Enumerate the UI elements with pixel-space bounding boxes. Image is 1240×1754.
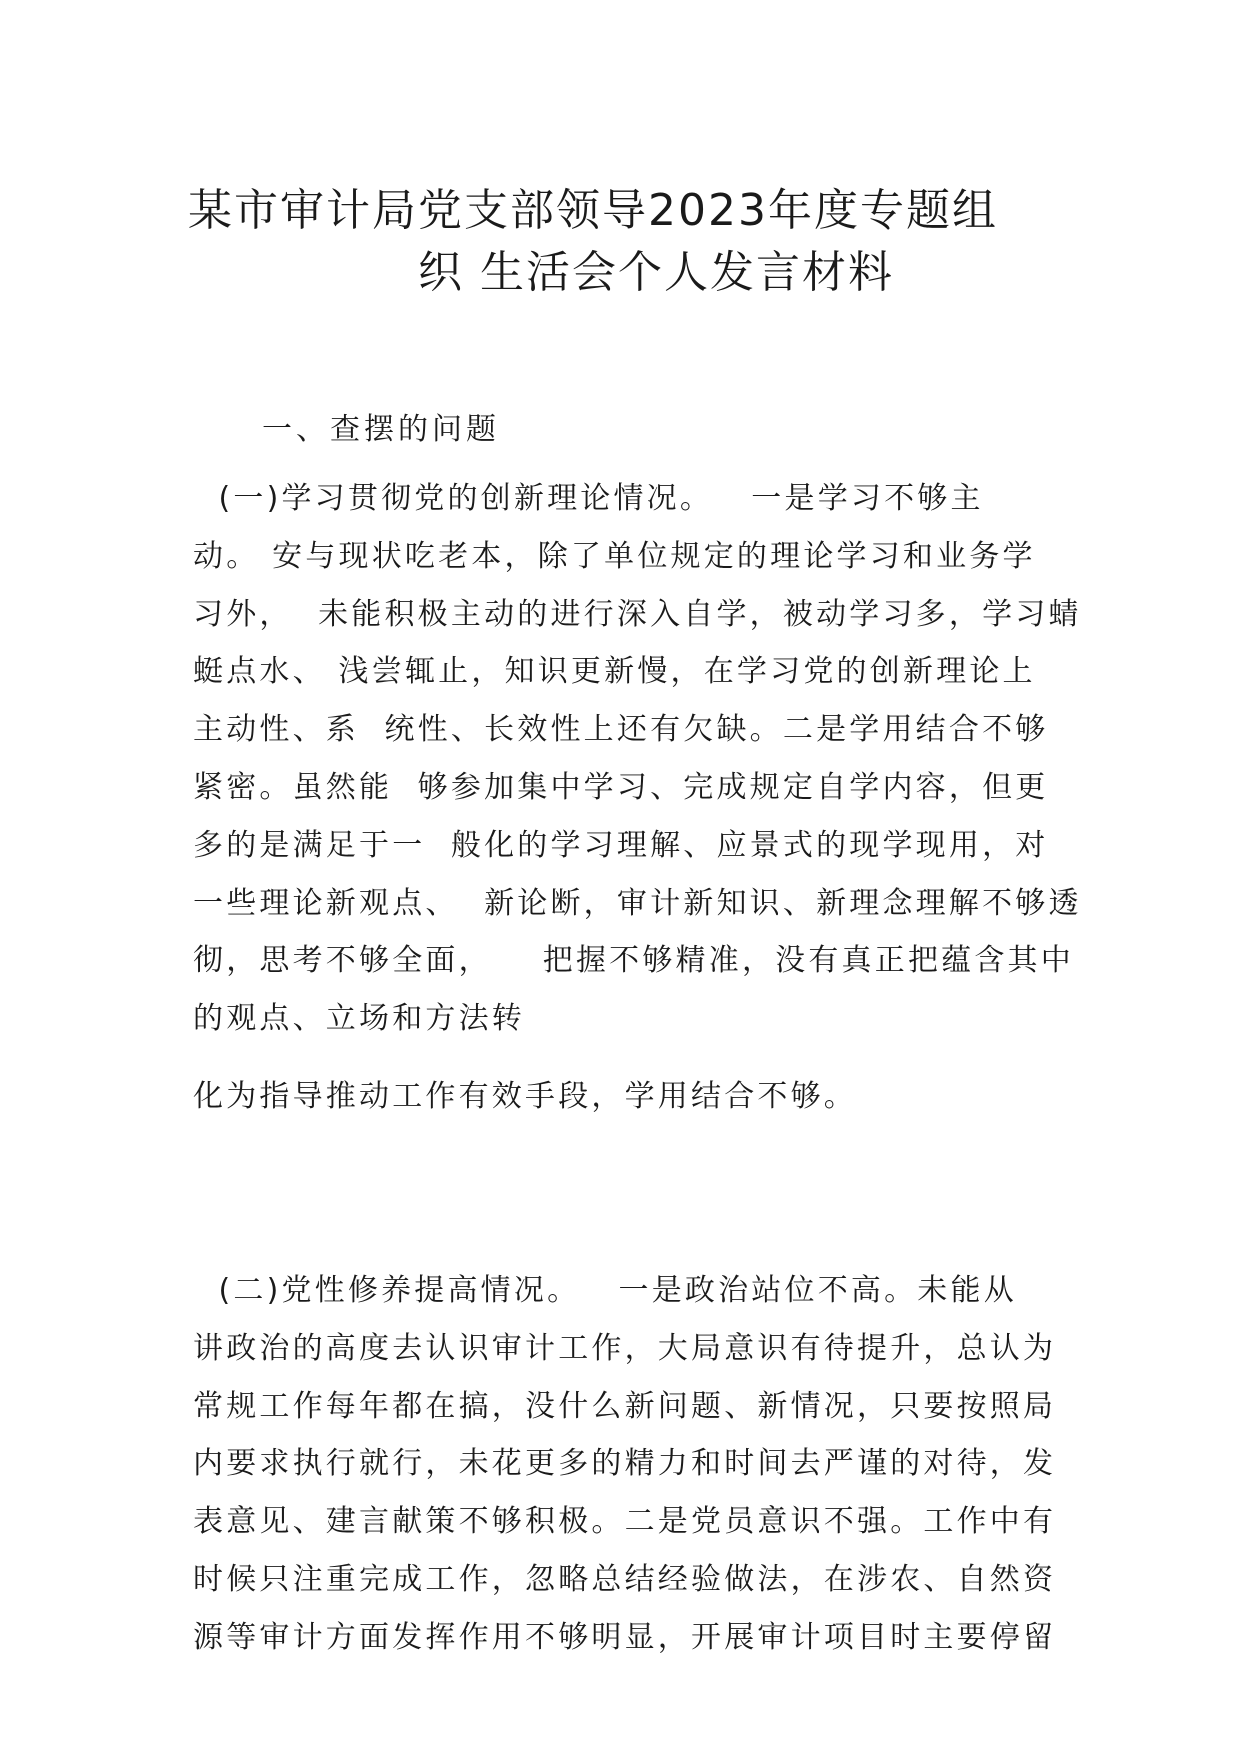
paragraph-continuation	[193, 1068, 1063, 1126]
text-line: (二)党性修养提高情况。 一是政治站位不高。未能从	[193, 1273, 1017, 1308]
document-title	[188, 180, 1088, 304]
text-line: 常规工作每年都在搞，没什么新问题、新情况，只要按照局	[193, 1388, 1057, 1424]
text-line: 源等审计方面发挥作用不够明显，开展审计项目时主要停留	[193, 1619, 1057, 1655]
text-line: 讲政治的高度去认识审计工作，大局意识有待提升，总认为	[193, 1330, 1057, 1366]
text-line: 的观点、立场和方法转	[193, 1001, 525, 1037]
text-line: 蜓点水、 浅尝辄止，知识更新慢，在学习党的创新理论上	[193, 654, 1036, 690]
text-line: 时候只注重完成工作，忽略总结经验做法，在涉农、自然资	[193, 1561, 1057, 1597]
text-line: 动。 安与现状吃老本，除了单位规定的理论学习和业务学	[193, 538, 1036, 574]
text-line: 化为指导推动工作有效手段，学用结合不够。	[193, 1079, 857, 1114]
text-line: 内要求执行就行，未花更多的精力和时间去严谨的对待，发	[193, 1446, 1057, 1482]
paragraph-study-theory	[193, 470, 1082, 1048]
text-line: 主动性、系 统性、长效性上还有欠缺。二是学用结合不够	[193, 712, 1049, 748]
text-line: 多的是满足于一 般化的学习理解、应景式的现学现用，对	[193, 827, 1049, 863]
text-line: 表意见、建言献策不够积极。二是党员意识不强。工作中有	[193, 1504, 1057, 1540]
text-line: 一些理论新观点、 新论断，审计新知识、新理念理解不够透	[193, 885, 1082, 921]
text-line: 彻，思考不够全面， 把握不够精准，没有真正把蕴含其中	[193, 943, 1074, 979]
text-line: (一)学习贯彻党的创新理论情况。 一是学习不够主	[193, 481, 984, 516]
text-line: 紧密。虽然能 够参加集中学习、完成规定自学内容，但更	[193, 769, 1049, 805]
title-line-2: 织 生活会个人发言材料	[418, 247, 894, 298]
paragraph-party-spirit	[193, 1262, 1063, 1667]
text-line: 习外， 未能积极主动的进行深入自学，被动学习多，学习蜻	[193, 596, 1082, 632]
section-heading: 一、查摆的问题	[262, 412, 500, 447]
title-line-1: 某市审计局党支部领导2023年度专题组	[188, 185, 998, 236]
